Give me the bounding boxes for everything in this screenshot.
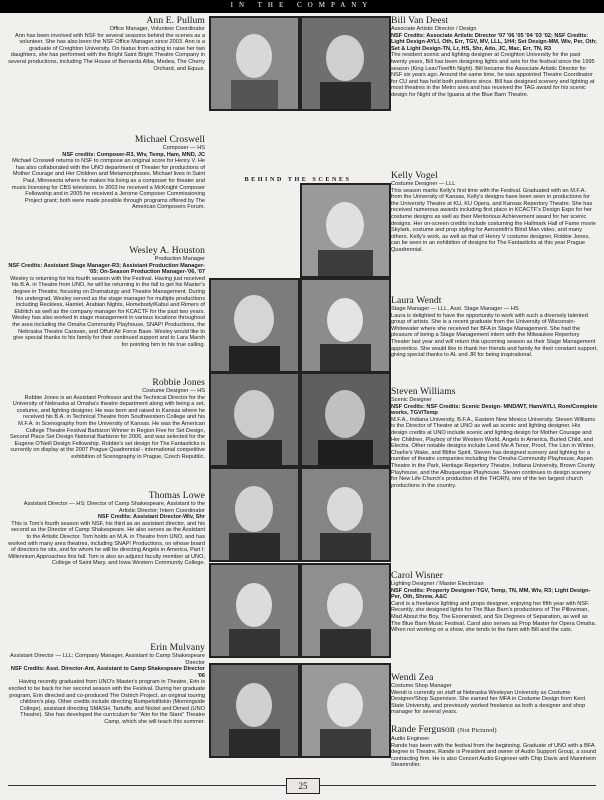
bio-body: Robbie Jones is an Assistant Professor and the Technical Director for the University of Nebraska at Omaha's theatre department along with being a set, costume, and lighting designer. He was born and raised in Kansas where he received his B.A. in Technical Theatre from Southwestern College and his M.F.A. in Scenography from the University of Kansas. He was the American College Theatre Festival Barbizon Winner in Region Five for Set Design, Second Place Set Design National Barbizon for 2006, and was selected for the Eugene O'Neill Design Fellowship. Robbie's set design for The Fantasticks is currently on display at the 2007 Prague Quadrennial - international competitive exhibition of Scenography in Prague, Czech Republic.	[10, 394, 205, 460]
bio-name: Michael Croswell	[134, 134, 205, 145]
bio-body: Having recently graduated from UNO's Master's program in Theatre, Erin is excited to be back for her second season with the Festival. During her graduate program, Erin directed and co-produced The Ostrich Project, an original touring children's play. Other credits include directing Rumpelstiltskin (Morningside College), assistant directing SMASH, Tartuffe, and Nickel and Dimed (UNO Theatre). She has developed the curriculum for "Aim for the Stars" Theatre Camp, which she will teach this summer.	[8, 679, 205, 725]
bio-body: This season marks Kelly's first time with the Festival. Graduated with an M.F.A. from the University of Kansas, Kelly's designs have been seen in productions for the University Theatre at KU, KU Opera, and Kansas Repertory Theatre. She has received numerous awards including first place in KCACTF's Design Expo for her costume designs as well as their Meritorious Achievement award for her scenic designs. Her on-screen credits include costuming the Hallmark Hall of Fame movie Skylark, costume and prop styling for Aerosmith's Blind Man video, and many others. Kelly's work, as well as that of Henry V costume designer, Robbie Jones, can be seen in an exhibition of designs for The Fantasticks at this year Prague Quadrennial.	[391, 187, 596, 253]
bio-body: Michael Croswell returns to NSF to compose an original score for Henry V. He has also collaborated with the UNO department of Theater for productions of Mother Courage and Her Children and Metamorphoses. Michael lives in Saint Paul, Minnesota where he makes his living as a composer for theater and music licensing for CBS television. In 2003 he received a McKnight Composer Fellowship and in 2005 he received a Jerome Composer Commissioning Project grant; both were made possible through programs offered by The American Composers Forum.	[11, 158, 205, 211]
bio-ann-pullum	[8, 16, 205, 72]
bio-credits: NSF Credits: Assistant Stage Manager-R3; Assistant Production Manager-'05; On-Season Production Manager-'06, '07	[8, 262, 205, 276]
bio-role: Office Manager, Volunteer Coordinator	[109, 26, 205, 32]
bio-role: Costume Designer — HS	[142, 388, 205, 394]
bio-name: Laura Wendt	[391, 295, 442, 306]
photo-laura-wendt	[300, 278, 391, 373]
bio-role: Production Manager	[154, 256, 205, 262]
bio-role: Assistant Director — HS; Director of Camp Shakespeare, Assistant to the Artistic Director; Intern Coordinator	[23, 501, 205, 514]
bio-role: Composer — HS	[162, 145, 205, 151]
bio-role: Scenic Designer	[391, 397, 432, 403]
bio-body: Carol is a freelance lighting and props designer, enjoying her fifth year with NSF. Recently, she designed lights for The Blue Barn's productions of The Pillowman, Mad About the Boy, The Exonerated, and Six Degrees of Separation, as well as The Blue Barn Music Festival. Carol also serves as Prop Master for Opera Omaha. When not working on a show, she tends to the farm with Bill and the cats.	[391, 600, 597, 634]
bio-name: Robbie Jones	[152, 377, 205, 388]
bio-body: Ann has been involved with NSF for several seasons behind the scenes as a volunteer. She has also been the NSF Office Manager since 2003. Ann is a graduate of Creighton University. On hiatus from acting to raise her two daughters, she has performed with the Bright Saint Bright Theatre Company in several productions, including The House of Bernarda Alba, Medea, The Cherry Orchard, and Equus.	[8, 32, 205, 72]
bio-credits: NSF Credits: Associate Artistic Director '07 '06 '05 '04 '03 '02; NSF Credits: Light Design-AYLI, Oth, Err, TGV, MV, LLL, 1H4; Set Design-MM, Wiv, Per, Oth; Set & Light Design-TN, Lr, HS, Shr, Ado, JC, Mac, Err, TN, R3	[391, 32, 597, 52]
bio-body: Wendi is currently on staff at Nebraska Wesleyan University as Costume Designer/Shop Supervisor. She earned her MFA in Costume Design from Kent State University, and previously worked freelance as both a designer and shop manager for several years.	[391, 689, 586, 716]
photo-bill-van-deest	[300, 16, 391, 111]
bio-credits: NSF Credits: Property Designer-TGV, Temp, TN, MM, Wiv, R3; Light Design-Per, Oth, Shrew, A&C	[391, 587, 591, 601]
bio-body: Laura is delighted to have the opportunity to work with such a diversely talented group of artists. She is a recent graduate from the University of Wisconsin-Whitewater where she received her BFA in Stage Management. She had the pleasure of being a Stage Management intern with the Milwaukee Repertory Theater last year and will return this upcoming season as their Stage Management apprentice. She would like to thank her friends and family for their constant support, giving special thanks to AL and JR for being inspirational.	[391, 312, 598, 359]
photo-thomas-lowe	[209, 467, 300, 562]
bio-name: Bill Van Deest	[391, 15, 449, 26]
bio-body: Wesley is returning for his fourth season with the Festival. Having just received his B.A. in Theatre from UNO, he will be returning in the fall to get his Master's degree in Theatre, focusing on Dramaturgy and Theatre Management. During his undergrad, Wesley served as the stage manager for multiple productions including Reckless, Hamlet, Arabian Nights, Homebody/Kabul and Rimers of Eldritch as well as the company manager for KCACTF for the past two years. Wesley has also worked in stage management in various locations throughout the area including the Omaha Community Playhouse, SNAP! Productions, the Nebraska Theatre Caravan, and Offutt Air Force Base. Wesley would like to give special thanks to his family for their continued support and to Lara Marsh for pointing him to his true calling.	[10, 275, 205, 348]
photo-kelly-vogel	[300, 183, 391, 278]
bio-wendi-zea	[391, 673, 598, 716]
photo-erin-mulvany	[209, 563, 300, 658]
bio-name-note: (Not Pictured)	[457, 727, 497, 734]
bio-credits: NSF Credits: Asst. Director-Ant, Assistant to Camp Shakespeare Director '06	[10, 666, 205, 679]
bio-thomas-lowe	[8, 491, 205, 567]
bio-name: Erin Mulvany	[150, 642, 205, 653]
bio-michael-croswell	[8, 135, 205, 211]
bio-name: Thomas Lowe	[148, 490, 205, 501]
photo-wendi-zea-2	[300, 663, 391, 758]
bio-credits: NSF credits: Composer-R3, Wiv, Temp, Ham, MND, JC	[62, 151, 205, 158]
bio-bill-van-deest	[391, 16, 598, 99]
photo-erin-mulvany-2	[209, 663, 300, 758]
bio-name: Ann E. Pullum	[146, 15, 205, 26]
bio-role: Audio Engineer	[391, 736, 430, 742]
bio-role: Costume Shop Manager	[391, 683, 452, 689]
bio-name-text: Rande Ferguson	[391, 724, 455, 735]
photo-wendi-zea	[300, 563, 391, 658]
bio-body: The resident scenic and lighting designer at Creighton University for the past twenty years, Bill has been designing lights and sets for the festival since the 1995 season (King Lear/Twelfth Night). Bill became the Associate Artistic Director for NSF six years ago. Around the same time, he was appointed Theatre Coordinator for CU and has held both positions since. Bill has designed scenery and lighting at most theatres in the Metro area and has received the TAG award for his scenic design for Night of the Iguana at the Blue Barn Theatre.	[391, 52, 595, 98]
bio-role: Assistant Director — LLL; Company Manager, Assistant to Camp Shakespeare Director	[10, 653, 205, 666]
photo-carol-wisner	[300, 467, 391, 562]
bio-erin-mulvany	[8, 643, 205, 726]
bio-rande-ferguson	[391, 725, 598, 769]
photo-ann-pullum	[209, 16, 300, 111]
photo-wesley-houston	[209, 278, 300, 373]
behind-the-scenes-label: BEHIND THE SCENES	[244, 176, 352, 183]
bio-role: Costume Designer — LLL	[391, 181, 456, 187]
bio-name	[391, 725, 598, 736]
bio-name: Steven Williams	[391, 386, 456, 397]
photo-robbie-jones	[209, 372, 300, 467]
bio-role: Lighting Designer / Master Electrician	[391, 581, 484, 587]
bio-kelly-vogel	[391, 171, 598, 254]
bio-carol-wisner	[391, 571, 598, 634]
bio-credits: NSF Credits: NSF Credits: Scenic Design- MND/WT, Ham/AYLI, Rom/Complete works, TGV/Temp	[391, 403, 598, 417]
bio-role: Stage Manager — LLL, Asst. Stage Manager — HS	[391, 306, 519, 312]
page-number: 25	[286, 778, 320, 794]
bio-wesley-houston	[8, 246, 205, 348]
bio-body: M.F.A., Indiana University, B.F.A., Eastern New Mexico University. Steven Williams is the Director of Theatre at UNO as well as scenic and lighting designer. His design credits at UNO include scenic and lighting design for Mother Courage and Her Children, Playboy of the Western World, Angels in America, Buried Child, and Electra. Other notable designs include Lend Me A Tenor, Proof, The Lion in Winter, Charlie's Wake, and Blithe Spirit. Steven has designed scenery and lighting for a number of theatre companies including the Omaha Community Playhouse, Aspen Theatre in the Park, Heritage Repertory Theatre, Indiana University, Brown County Playhouse, and the Albuquerque Playhouse. Steven continues to design scenery for New Life Church's production of the THORN, one of the ten largest church productions in the country.	[391, 416, 596, 489]
bio-name: Carol Wisner	[391, 570, 444, 581]
bio-steven-williams	[391, 387, 598, 489]
bio-body: This is Tom's fourth season with NSF, his third as an assistant director, and his second as the Director of Camp Shakespeare. He also serves as the Assistant to the Artistic Director. Tom holds an M.A. in Theatre from UNO, and has worked with many area theatres, including SNAP! Productions, on whose board of directors he sits, and for whom he will be directing Angels in America, Part I: Millennium Approaches this fall. Tom is also an adjunct faculty member at UNO, College of Saint Mary, and Iowa Western Community College.	[8, 520, 205, 567]
bio-laura-wendt	[391, 296, 598, 359]
bio-name: Kelly Vogel	[391, 170, 438, 181]
bio-body: Rande has been with the festival from the beginning. Graduate of UNO with a BFA degree in Theatre, Rande is President and owner of Audio Support Group, a sound contracting firm. He is also Concert Audio Engineer with Chip Davis and Mannheim Steamroller.	[391, 742, 597, 769]
bio-name: Wesley A. Houston	[129, 245, 205, 256]
photo-steven-williams	[300, 372, 391, 467]
bio-name: Wendi Zea	[391, 672, 434, 683]
bio-robbie-jones	[8, 378, 205, 461]
header-title: IN THE COMPANY	[230, 1, 374, 9]
bio-role: Associate Artistic Director / Design	[391, 26, 477, 32]
bio-credits: NSF Credits: Assistant Director-Wiv, Shr	[97, 514, 205, 521]
